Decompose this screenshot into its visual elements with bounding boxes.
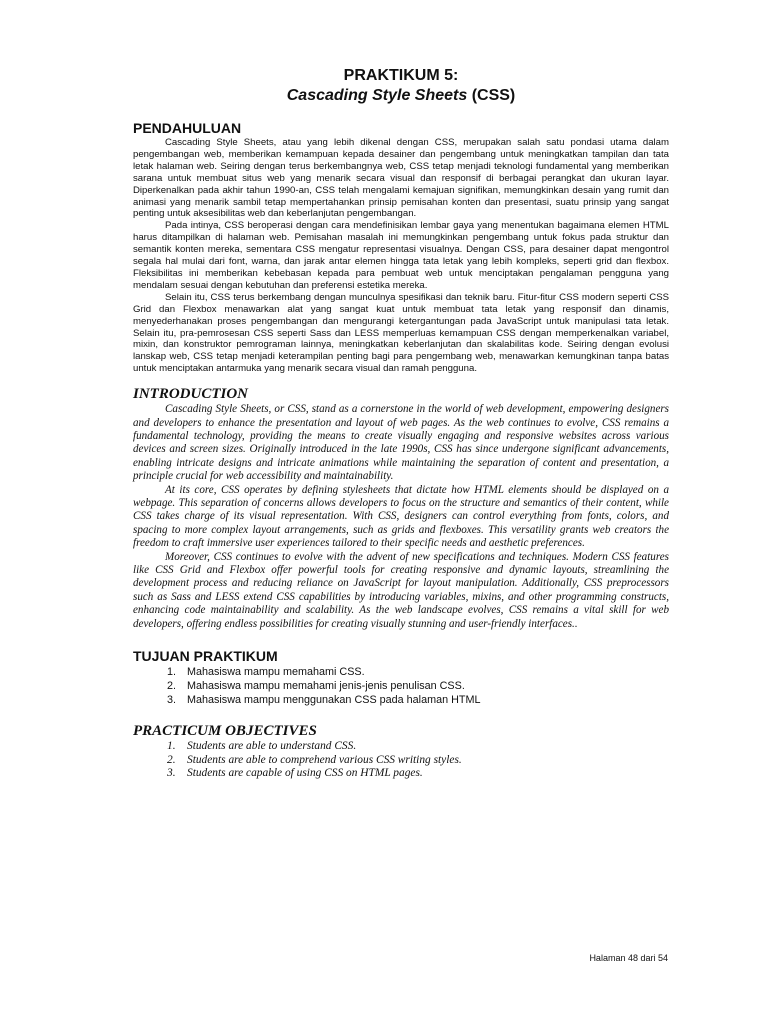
list-item: [133, 693, 669, 707]
list-item: [133, 754, 669, 768]
list-item-text: Students are capable of using CSS on HTML pages.: [187, 767, 423, 780]
list-item-number: 1.: [167, 666, 177, 679]
tujuan-heading: TUJUAN PRAKTIKUM: [133, 648, 278, 665]
introduction-paragraph-3: Moreover, CSS continues to evolve with the advent of new specifications and techniques. Modern CSS features like CSS Grid and Flexbox offer powerful tools for creating responsive and dynamic layouts, streamlining the development process and reducing reliance on JavaScript for layout manipulation. Additionally, CSS preprocessors such as Sass and LESS extend CSS capabilities by introducing variables, mixins, and other programming constructs, enhancing code maintainability and scalability. As the web landscape evolves, CSS remains a vital skill for web developers, offering endless possibilities for creating visually stunning and user-friendly interfaces..: [133, 550, 669, 630]
pendahuluan-paragraph-2: Pada intinya, CSS beroperasi dengan cara mendefinisikan lembar gaya yang menentukan bagaimana elemen HTML harus ditampilkan di halaman web. Pemisahan masalah ini memungkinkan pengembang untuk fokus pada struktur dan semantik konten mereka, sementara CSS mengatur representasi visualnya. Dengan CSS, para desainer dapat mengontrol segala hal mulai dari font, warna, dan jarak antar elemen hingga tata letak yang lebih kompleks, seperti grid dan flexbox. Fleksibilitas ini memberikan kebebasan kepada para pembuat web untuk menciptakan pengalaman pengguna yang mendalam sesuai dengan kebutuhan dan preferensi estetika mereka.: [133, 220, 669, 291]
list-item: [133, 740, 669, 754]
objectives-list: [133, 740, 669, 781]
title-line-1: PRAKTIKUM 5:: [343, 67, 459, 84]
introduction-heading: INTRODUCTION: [133, 386, 249, 403]
list-item-number: 2.: [167, 753, 176, 766]
title-rest-part: (CSS): [467, 87, 516, 104]
page-number-footer: Halaman 48 dari 54: [589, 953, 668, 963]
pendahuluan-paragraph-3: Selain itu, CSS terus berkembang dengan munculnya spesifikasi dan teknik baru. Fitur-fitur CSS modern seperti CSS Grid dan Flexbox menawarkan alat yang sangat kuat untuk membuat tata letak yang responsif dan dinamis, menyederhanakan proses pengembangan dan mengurangi ketergantungan pada JavaScript untuk manipulasi tata letak. Selain itu, pra-pemrosesan CSS seperti Sass dan LESS memperluas kemampuan CSS dengan memperkenalkan variabel, mixin, dan konstruktor pemrograman lainnya, meningkatkan keberlanjutan dan skalabilitas kode. Seiring dengan evolusi lanskap web, CSS tetap menjadi keterampilan penting bagi para pengembang web, menawarkan kemungkinan tanpa batas untuk menciptakan antarmuka yang menarik secara visual dan ramah pengguna.: [133, 291, 669, 375]
list-item-text: Students are able to understand CSS.: [187, 740, 357, 753]
tujuan-list: [133, 665, 669, 707]
title-italic-part: Cascading Style Sheets: [286, 87, 468, 104]
introduction-paragraph-2: At its core, CSS operates by defining stylesheets that dictate how HTML elements should be displayed on a webpage. This separation of concerns allows developers to focus on the structure and semantics of their content, while CSS takes charge of its visual representation. With CSS, designers can control everything from fonts, colors, and spacing to more complex layout arrangements, such as grids and flexboxes. This versatility grants web creators the freedom to craft immersive user experiences tailored to their specific needs and aesthetic preferences.: [133, 483, 669, 550]
introduction-paragraph-1: Cascading Style Sheets, or CSS, stand as a cornerstone in the world of web development, empowering designers and developers to enhance the presentation and layout of web pages. As the web continues to evolve, CSS remains a fundamental technology, providing the means to create visually engaging and responsive websites across various devices and screen sizes. Originally introduced in the late 1990s, CSS has since undergone significant advancements, enabling intricate designs and intricate animations while maintaining the separation of content and presentation, a principle crucial for web accessibility and maintainability.: [133, 403, 669, 483]
list-item: [133, 767, 669, 781]
objectives-heading: PRACTICUM OBJECTIVES: [133, 723, 317, 740]
document-page: [133, 66, 669, 781]
list-item-text: Mahasiswa mampu menggunakan CSS pada halaman HTML: [187, 694, 481, 707]
list-item-text: Students are able to comprehend various CSS writing styles.: [187, 753, 462, 766]
list-item: [133, 665, 669, 679]
list-item-number: 1.: [167, 740, 176, 753]
pendahuluan-paragraph-1: Cascading Style Sheets, atau yang lebih dikenal dengan CSS, merupakan salah satu pondasi utama dalam pengembangan web, memberikan kemampuan kepada desainer dan pengembang untuk meningkatkan tampilan dan tata letak halaman web. Seiring dengan terus berkembangnya web, CSS tetap menjadi teknologi fundamental yang memberikan sarana untuk membuat situs web yang menarik secara visual dan responsif di berbagai perangkat dan ukuran layar. Diperkenalkan pada akhir tahun 1990-an, CSS telah mengalami kemajuan signifikan, memungkinkan desain yang rumit dan animasi yang menarik sambil tetap mempertahankan prinsip pemisahan konten dan presentasi, suatu prinsip yang sangat penting untuk aksesibilitas web dan keberlanjutan pengembangan.: [133, 137, 669, 220]
list-item-number: 2.: [167, 680, 177, 693]
title-line-2: [133, 86, 669, 106]
list-item-number: 3.: [167, 767, 176, 780]
document-title: [133, 66, 669, 106]
list-item-number: 3.: [167, 694, 177, 707]
pendahuluan-heading: PENDAHULUAN: [133, 120, 242, 136]
list-item-text: Mahasiswa mampu memahami jenis-jenis penulisan CSS.: [187, 680, 465, 693]
list-item: [133, 679, 669, 693]
list-item-text: Mahasiswa mampu memahami CSS.: [187, 666, 365, 679]
